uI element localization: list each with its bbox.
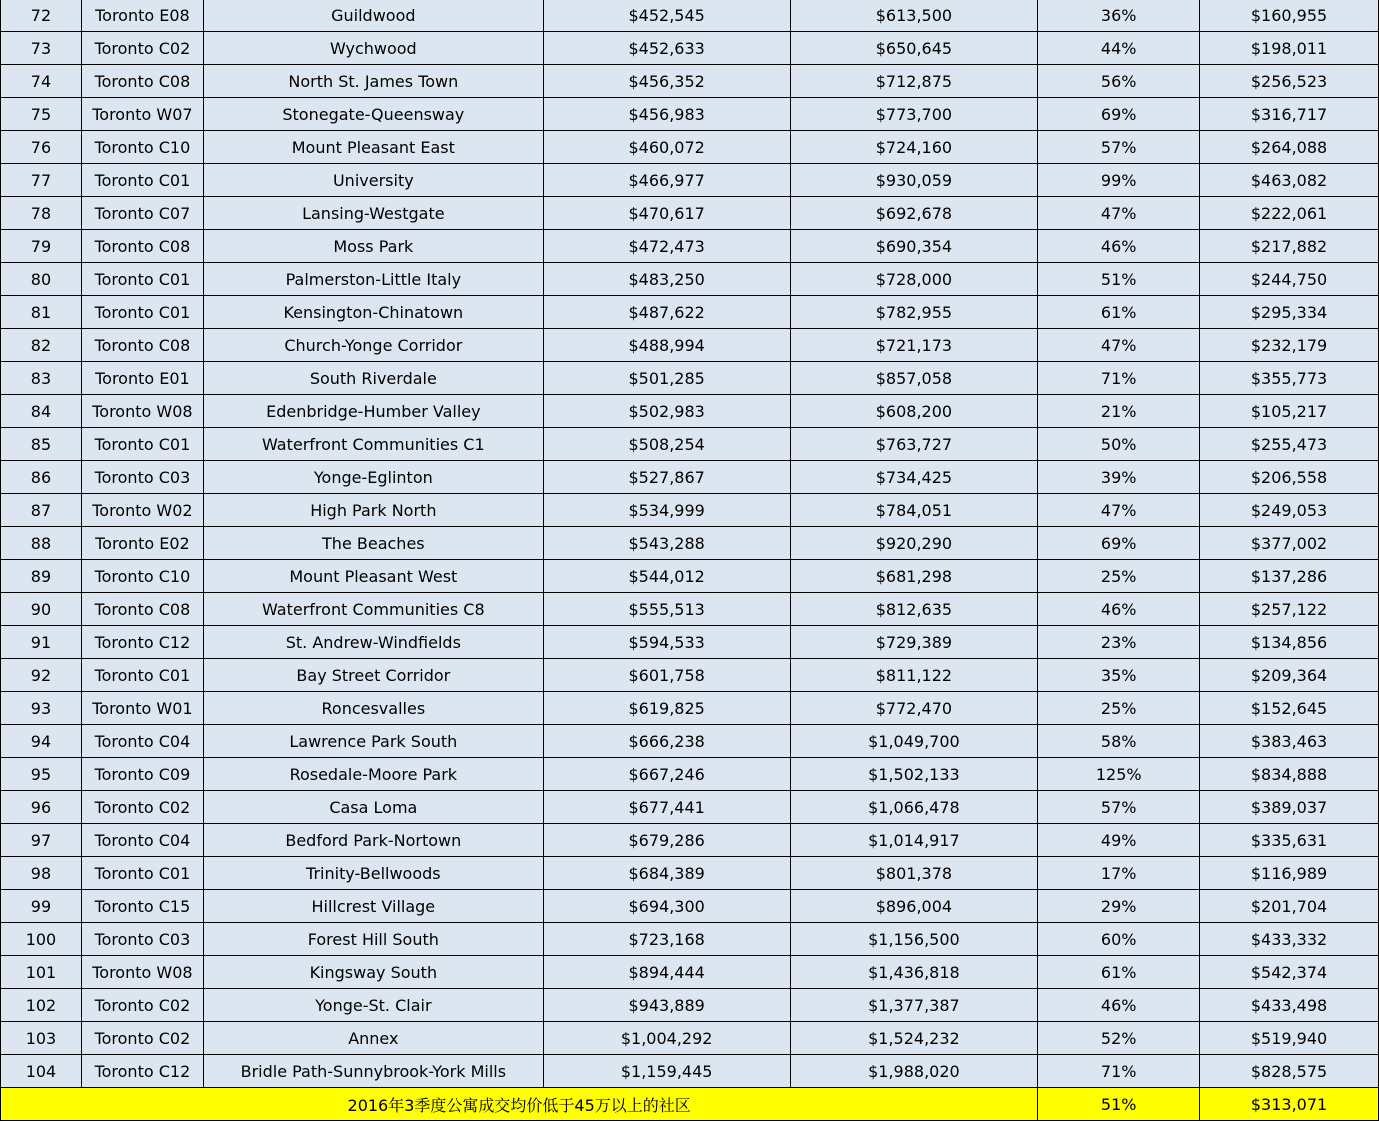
cell-district[interactable]: Toronto C08 <box>81 65 203 98</box>
cell-difference[interactable]: $335,631 <box>1200 824 1379 857</box>
cell-rank[interactable]: 100 <box>1 923 82 956</box>
table-row <box>1 824 1379 857</box>
cell-difference[interactable]: $201,704 <box>1200 890 1379 923</box>
table-row <box>1 362 1379 395</box>
cell-price-a[interactable]: $544,012 <box>543 560 790 593</box>
cell-price-a[interactable]: $1,159,445 <box>543 1055 790 1088</box>
cell-percent[interactable]: 58% <box>1038 725 1200 758</box>
cell-difference[interactable]: $355,773 <box>1200 362 1379 395</box>
table-row <box>1 560 1379 593</box>
table-row <box>1 527 1379 560</box>
cell-community[interactable]: Wychwood <box>203 32 543 65</box>
cell-community[interactable]: Hillcrest Village <box>203 890 543 923</box>
cell-difference[interactable]: $217,882 <box>1200 230 1379 263</box>
summary-row <box>1 1088 1379 1121</box>
cell-price-a[interactable]: $502,983 <box>543 395 790 428</box>
summary-label-cell[interactable]: 2016年3季度公寓成交均价低于45万以上的社区 <box>1 1088 1038 1121</box>
cell-rank[interactable]: 102 <box>1 989 82 1022</box>
cell-percent[interactable]: 46% <box>1038 230 1200 263</box>
cell-difference[interactable]: $316,717 <box>1200 98 1379 131</box>
cell-price-b[interactable]: $712,875 <box>790 65 1038 98</box>
cell-price-a[interactable]: $488,994 <box>543 329 790 362</box>
cell-price-b[interactable]: $1,049,700 <box>790 725 1038 758</box>
cell-percent[interactable]: 57% <box>1038 131 1200 164</box>
cell-price-b[interactable]: $650,645 <box>790 32 1038 65</box>
table-row <box>1 692 1379 725</box>
cell-rank[interactable]: 91 <box>1 626 82 659</box>
cell-percent[interactable]: 25% <box>1038 560 1200 593</box>
cell-price-a[interactable]: $534,999 <box>543 494 790 527</box>
cell-rank[interactable]: 73 <box>1 32 82 65</box>
table-row <box>1 593 1379 626</box>
cell-percent[interactable]: 69% <box>1038 98 1200 131</box>
cell-price-a[interactable]: $470,617 <box>543 197 790 230</box>
cell-rank[interactable]: 89 <box>1 560 82 593</box>
cell-percent[interactable]: 17% <box>1038 857 1200 890</box>
cell-difference[interactable]: $433,498 <box>1200 989 1379 1022</box>
table-row <box>1 758 1379 791</box>
cell-price-b[interactable]: $920,290 <box>790 527 1038 560</box>
cell-difference[interactable]: $222,061 <box>1200 197 1379 230</box>
cell-district[interactable]: Toronto C12 <box>81 1055 203 1088</box>
cell-percent[interactable]: 25% <box>1038 692 1200 725</box>
cell-district[interactable]: Toronto C01 <box>81 164 203 197</box>
cell-difference[interactable]: $542,374 <box>1200 956 1379 989</box>
cell-price-b[interactable]: $1,436,818 <box>790 956 1038 989</box>
cell-difference[interactable]: $834,888 <box>1200 758 1379 791</box>
cell-district[interactable]: Toronto E08 <box>81 0 203 32</box>
table-row <box>1 1055 1379 1088</box>
cell-price-a[interactable]: $452,545 <box>543 0 790 32</box>
cell-community[interactable]: Lawrence Park South <box>203 725 543 758</box>
cell-price-b[interactable]: $930,059 <box>790 164 1038 197</box>
table-row <box>1 494 1379 527</box>
cell-price-b[interactable]: $1,524,232 <box>790 1022 1038 1055</box>
cell-district[interactable]: Toronto C01 <box>81 857 203 890</box>
cell-percent[interactable]: 46% <box>1038 593 1200 626</box>
cell-district[interactable]: Toronto C02 <box>81 989 203 1022</box>
cell-difference[interactable]: $152,645 <box>1200 692 1379 725</box>
cell-price-a[interactable]: $723,168 <box>543 923 790 956</box>
cell-price-b[interactable]: $1,377,387 <box>790 989 1038 1022</box>
cell-district[interactable]: Toronto C08 <box>81 329 203 362</box>
cell-difference[interactable]: $232,179 <box>1200 329 1379 362</box>
cell-community[interactable]: Kensington-Chinatown <box>203 296 543 329</box>
cell-difference[interactable]: $256,523 <box>1200 65 1379 98</box>
table-row <box>1 131 1379 164</box>
cell-community[interactable]: Bedford Park-Nortown <box>203 824 543 857</box>
cell-rank[interactable]: 81 <box>1 296 82 329</box>
table-row <box>1 230 1379 263</box>
cell-price-a[interactable]: $487,622 <box>543 296 790 329</box>
cell-district[interactable]: Toronto W08 <box>81 956 203 989</box>
cell-percent[interactable]: 50% <box>1038 428 1200 461</box>
cell-price-a[interactable]: $555,513 <box>543 593 790 626</box>
cell-difference[interactable]: $519,940 <box>1200 1022 1379 1055</box>
cell-price-a[interactable]: $684,389 <box>543 857 790 890</box>
table-row <box>1 263 1379 296</box>
cell-community[interactable]: North St. James Town <box>203 65 543 98</box>
cell-community[interactable]: Lansing-Westgate <box>203 197 543 230</box>
cell-district[interactable]: Toronto C08 <box>81 230 203 263</box>
cell-community[interactable]: Stonegate-Queensway <box>203 98 543 131</box>
table-row <box>1 725 1379 758</box>
cell-difference[interactable]: $244,750 <box>1200 263 1379 296</box>
cell-percent[interactable]: 23% <box>1038 626 1200 659</box>
cell-community[interactable]: Casa Loma <box>203 791 543 824</box>
cell-difference[interactable]: $255,473 <box>1200 428 1379 461</box>
cell-price-b[interactable]: $729,389 <box>790 626 1038 659</box>
cell-percent[interactable]: 69% <box>1038 527 1200 560</box>
cell-rank[interactable]: 74 <box>1 65 82 98</box>
cell-price-a[interactable]: $466,977 <box>543 164 790 197</box>
cell-rank[interactable]: 82 <box>1 329 82 362</box>
cell-difference[interactable]: $198,011 <box>1200 32 1379 65</box>
table-row <box>1 890 1379 923</box>
cell-community[interactable]: High Park North <box>203 494 543 527</box>
cell-price-a[interactable]: $460,072 <box>543 131 790 164</box>
cell-price-b[interactable]: $812,635 <box>790 593 1038 626</box>
cell-district[interactable]: Toronto C10 <box>81 131 203 164</box>
cell-price-a[interactable]: $527,867 <box>543 461 790 494</box>
table-row <box>1 65 1379 98</box>
cell-community[interactable]: Kingsway South <box>203 956 543 989</box>
cell-rank[interactable]: 77 <box>1 164 82 197</box>
table-row <box>1 197 1379 230</box>
cell-percent[interactable]: 44% <box>1038 32 1200 65</box>
cell-price-a[interactable]: $452,633 <box>543 32 790 65</box>
cell-percent[interactable]: 49% <box>1038 824 1200 857</box>
cell-rank[interactable]: 84 <box>1 395 82 428</box>
cell-percent[interactable]: 47% <box>1038 494 1200 527</box>
cell-percent[interactable]: 57% <box>1038 791 1200 824</box>
cell-rank[interactable]: 93 <box>1 692 82 725</box>
cell-percent[interactable]: 47% <box>1038 329 1200 362</box>
cell-district[interactable]: Toronto C04 <box>81 824 203 857</box>
cell-rank[interactable]: 101 <box>1 956 82 989</box>
cell-district[interactable]: Toronto W08 <box>81 395 203 428</box>
cell-percent[interactable]: 56% <box>1038 65 1200 98</box>
cell-community[interactable]: The Beaches <box>203 527 543 560</box>
cell-price-b[interactable]: $724,160 <box>790 131 1038 164</box>
cell-rank[interactable]: 90 <box>1 593 82 626</box>
cell-difference[interactable]: $295,334 <box>1200 296 1379 329</box>
cell-price-a[interactable]: $894,444 <box>543 956 790 989</box>
cell-percent[interactable]: 47% <box>1038 197 1200 230</box>
cell-district[interactable]: Toronto E01 <box>81 362 203 395</box>
cell-price-b[interactable]: $772,470 <box>790 692 1038 725</box>
cell-percent[interactable]: 51% <box>1038 263 1200 296</box>
table-row <box>1 296 1379 329</box>
cell-rank[interactable]: 83 <box>1 362 82 395</box>
cell-percent[interactable]: 29% <box>1038 890 1200 923</box>
cell-price-b[interactable]: $782,955 <box>790 296 1038 329</box>
cell-rank[interactable]: 80 <box>1 263 82 296</box>
cell-community[interactable]: Trinity-Bellwoods <box>203 857 543 890</box>
cell-price-a[interactable]: $508,254 <box>543 428 790 461</box>
cell-community[interactable]: South Riverdale <box>203 362 543 395</box>
cell-price-b[interactable]: $801,378 <box>790 857 1038 890</box>
cell-percent[interactable]: 21% <box>1038 395 1200 428</box>
cell-district[interactable]: Toronto C10 <box>81 560 203 593</box>
cell-price-b[interactable]: $1,988,020 <box>790 1055 1038 1088</box>
cell-district[interactable]: Toronto W01 <box>81 692 203 725</box>
table-row <box>1 857 1379 890</box>
cell-rank[interactable]: 96 <box>1 791 82 824</box>
cell-difference[interactable]: $249,053 <box>1200 494 1379 527</box>
table-row <box>1 659 1379 692</box>
cell-district[interactable]: Toronto C01 <box>81 428 203 461</box>
cell-district[interactable]: Toronto C01 <box>81 296 203 329</box>
cell-community[interactable]: Moss Park <box>203 230 543 263</box>
cell-community[interactable]: Church-Yonge Corridor <box>203 329 543 362</box>
cell-community[interactable]: Yonge-Eglinton <box>203 461 543 494</box>
cell-community[interactable]: Annex <box>203 1022 543 1055</box>
table-row <box>1 329 1379 362</box>
cell-rank[interactable]: 76 <box>1 131 82 164</box>
cell-district[interactable]: Toronto C02 <box>81 791 203 824</box>
table-row <box>1 32 1379 65</box>
cell-percent[interactable]: 61% <box>1038 956 1200 989</box>
cell-community[interactable]: Roncesvalles <box>203 692 543 725</box>
cell-price-b[interactable]: $681,298 <box>790 560 1038 593</box>
cell-district[interactable]: Toronto C02 <box>81 32 203 65</box>
cell-community[interactable]: Bay Street Corridor <box>203 659 543 692</box>
cell-price-a[interactable]: $694,300 <box>543 890 790 923</box>
cell-percent[interactable]: 46% <box>1038 989 1200 1022</box>
table-row <box>1 461 1379 494</box>
cell-percent[interactable]: 35% <box>1038 659 1200 692</box>
cell-community[interactable]: St. Andrew-Windfields <box>203 626 543 659</box>
cell-percent[interactable]: 125% <box>1038 758 1200 791</box>
cell-price-b[interactable]: $690,354 <box>790 230 1038 263</box>
cell-difference[interactable]: $134,856 <box>1200 626 1379 659</box>
cell-percent[interactable]: 71% <box>1038 362 1200 395</box>
cell-price-b[interactable]: $1,066,478 <box>790 791 1038 824</box>
cell-percent[interactable]: 36% <box>1038 0 1200 32</box>
cell-community[interactable]: Guildwood <box>203 0 543 32</box>
cell-price-a[interactable]: $666,238 <box>543 725 790 758</box>
table-row <box>1 1022 1379 1055</box>
cell-rank[interactable]: 75 <box>1 98 82 131</box>
cell-rank[interactable]: 94 <box>1 725 82 758</box>
cell-price-a[interactable]: $677,441 <box>543 791 790 824</box>
summary-amount-cell[interactable]: $313,071 <box>1200 1088 1379 1121</box>
cell-community[interactable]: University <box>203 164 543 197</box>
cell-rank[interactable]: 103 <box>1 1022 82 1055</box>
cell-percent[interactable]: 99% <box>1038 164 1200 197</box>
cell-price-b[interactable]: $1,502,133 <box>790 758 1038 791</box>
cell-difference[interactable]: $257,122 <box>1200 593 1379 626</box>
cell-price-a[interactable]: $667,246 <box>543 758 790 791</box>
cell-difference[interactable]: $463,082 <box>1200 164 1379 197</box>
cell-price-b[interactable]: $784,051 <box>790 494 1038 527</box>
cell-price-a[interactable]: $594,533 <box>543 626 790 659</box>
table-row <box>1 164 1379 197</box>
cell-percent[interactable]: 52% <box>1038 1022 1200 1055</box>
cell-price-a[interactable]: $456,983 <box>543 98 790 131</box>
cell-price-b[interactable]: $613,500 <box>790 0 1038 32</box>
cell-price-a[interactable]: $472,473 <box>543 230 790 263</box>
table-row <box>1 956 1379 989</box>
cell-rank[interactable]: 85 <box>1 428 82 461</box>
cell-percent[interactable]: 39% <box>1038 461 1200 494</box>
cell-price-a[interactable]: $501,285 <box>543 362 790 395</box>
cell-price-b[interactable]: $811,122 <box>790 659 1038 692</box>
cell-rank[interactable]: 95 <box>1 758 82 791</box>
cell-price-b[interactable]: $608,200 <box>790 395 1038 428</box>
cell-district[interactable]: Toronto C12 <box>81 626 203 659</box>
cell-district[interactable]: Toronto W02 <box>81 494 203 527</box>
cell-community[interactable]: Rosedale-Moore Park <box>203 758 543 791</box>
cell-price-b[interactable]: $773,700 <box>790 98 1038 131</box>
cell-district[interactable]: Toronto C03 <box>81 923 203 956</box>
cell-price-b[interactable]: $721,173 <box>790 329 1038 362</box>
cell-price-a[interactable]: $943,889 <box>543 989 790 1022</box>
cell-rank[interactable]: 88 <box>1 527 82 560</box>
cell-percent[interactable]: 71% <box>1038 1055 1200 1088</box>
cell-district[interactable]: Toronto C04 <box>81 725 203 758</box>
cell-difference[interactable]: $433,332 <box>1200 923 1379 956</box>
table-row <box>1 0 1379 32</box>
table-row <box>1 395 1379 428</box>
cell-price-b[interactable]: $1,156,500 <box>790 923 1038 956</box>
cell-community[interactable]: Mount Pleasant West <box>203 560 543 593</box>
table-body <box>1 0 1379 1121</box>
cell-price-b[interactable]: $692,678 <box>790 197 1038 230</box>
cell-district[interactable]: Toronto C03 <box>81 461 203 494</box>
cell-difference[interactable]: $160,955 <box>1200 0 1379 32</box>
cell-price-a[interactable]: $456,352 <box>543 65 790 98</box>
cell-price-a[interactable]: $619,825 <box>543 692 790 725</box>
cell-difference[interactable]: $383,463 <box>1200 725 1379 758</box>
cell-price-b[interactable]: $1,014,917 <box>790 824 1038 857</box>
cell-district[interactable]: Toronto W07 <box>81 98 203 131</box>
cell-community[interactable]: Edenbridge-Humber Valley <box>203 395 543 428</box>
cell-community[interactable]: Waterfront Communities C8 <box>203 593 543 626</box>
table-row <box>1 791 1379 824</box>
cell-community[interactable]: Mount Pleasant East <box>203 131 543 164</box>
cell-price-b[interactable]: $734,425 <box>790 461 1038 494</box>
cell-price-b[interactable]: $763,727 <box>790 428 1038 461</box>
cell-district[interactable]: Toronto C09 <box>81 758 203 791</box>
table-row <box>1 989 1379 1022</box>
cell-rank[interactable]: 78 <box>1 197 82 230</box>
cell-percent[interactable]: 61% <box>1038 296 1200 329</box>
cell-community[interactable]: Waterfront Communities C1 <box>203 428 543 461</box>
cell-district[interactable]: Toronto C02 <box>81 1022 203 1055</box>
cell-difference[interactable]: $116,989 <box>1200 857 1379 890</box>
cell-difference[interactable]: $389,037 <box>1200 791 1379 824</box>
cell-difference[interactable]: $828,575 <box>1200 1055 1379 1088</box>
cell-price-b[interactable]: $857,058 <box>790 362 1038 395</box>
cell-price-b[interactable]: $728,000 <box>790 263 1038 296</box>
cell-difference[interactable]: $209,364 <box>1200 659 1379 692</box>
cell-percent[interactable]: 60% <box>1038 923 1200 956</box>
cell-rank[interactable]: 79 <box>1 230 82 263</box>
cell-rank[interactable]: 72 <box>1 0 82 32</box>
cell-district[interactable]: Toronto C15 <box>81 890 203 923</box>
cell-difference[interactable]: $137,286 <box>1200 560 1379 593</box>
cell-rank[interactable]: 86 <box>1 461 82 494</box>
cell-price-b[interactable]: $896,004 <box>790 890 1038 923</box>
cell-price-a[interactable]: $483,250 <box>543 263 790 296</box>
cell-community[interactable]: Bridle Path-Sunnybrook-York Mills <box>203 1055 543 1088</box>
cell-district[interactable]: Toronto C01 <box>81 263 203 296</box>
cell-rank[interactable]: 98 <box>1 857 82 890</box>
cell-rank[interactable]: 92 <box>1 659 82 692</box>
table-row <box>1 923 1379 956</box>
summary-percent-cell[interactable]: 51% <box>1038 1088 1200 1121</box>
cell-difference[interactable]: $264,088 <box>1200 131 1379 164</box>
cell-community[interactable]: Forest Hill South <box>203 923 543 956</box>
table-row <box>1 626 1379 659</box>
cell-rank[interactable]: 97 <box>1 824 82 857</box>
cell-rank[interactable]: 99 <box>1 890 82 923</box>
table-row <box>1 98 1379 131</box>
cell-price-a[interactable]: $679,286 <box>543 824 790 857</box>
cell-rank[interactable]: 87 <box>1 494 82 527</box>
cell-district[interactable]: Toronto C07 <box>81 197 203 230</box>
cell-price-a[interactable]: $1,004,292 <box>543 1022 790 1055</box>
table-row <box>1 428 1379 461</box>
cell-rank[interactable]: 104 <box>1 1055 82 1088</box>
cell-community[interactable]: Palmerston-Little Italy <box>203 263 543 296</box>
cell-difference[interactable]: $206,558 <box>1200 461 1379 494</box>
cell-difference[interactable]: $105,217 <box>1200 395 1379 428</box>
cell-district[interactable]: Toronto C01 <box>81 659 203 692</box>
cell-difference[interactable]: $377,002 <box>1200 527 1379 560</box>
cell-price-a[interactable]: $601,758 <box>543 659 790 692</box>
cell-district[interactable]: Toronto E02 <box>81 527 203 560</box>
cell-district[interactable]: Toronto C08 <box>81 593 203 626</box>
cell-community[interactable]: Yonge-St. Clair <box>203 989 543 1022</box>
cell-price-a[interactable]: $543,288 <box>543 527 790 560</box>
